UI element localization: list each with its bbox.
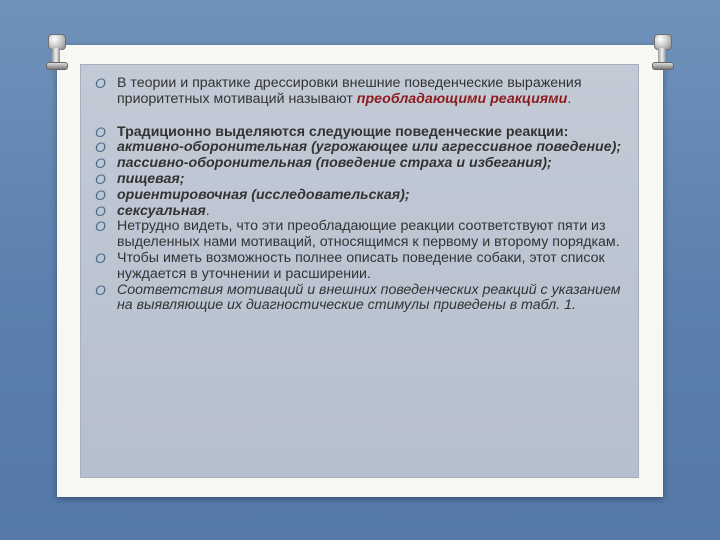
bullet-marker-icon: O: [95, 75, 106, 91]
list-item: [95, 283, 635, 315]
item-text: сексуальная: [117, 202, 206, 219]
item-tail: .: [567, 90, 572, 107]
list-item: [95, 251, 635, 283]
bullet-marker-icon: O: [95, 170, 106, 187]
bullet-list: [95, 76, 635, 314]
item-text: пассивно-оборонительная (поведение страха и избегания);: [117, 155, 552, 172]
pushpin-icon-left: [46, 34, 66, 68]
list-item: [95, 219, 635, 251]
bullet-marker-icon: O: [95, 249, 106, 266]
bullet-marker-icon: O: [95, 202, 106, 219]
bullet-marker-icon: O: [95, 139, 106, 156]
bullet-marker-icon: O: [95, 155, 106, 172]
item-text: Традиционно выделяются следующие поведенческие реакции:: [117, 123, 569, 140]
list-item: [95, 172, 635, 188]
bullet-marker-icon: O: [95, 218, 106, 235]
item-text: Соответствия мотиваций и внешних поведенческих реакций с указанием на выявляющие их диагностические стимулы приведены в табл. 1.: [117, 281, 621, 314]
item-text: Нетрудно видеть, что эти преобладающие реакции соответствуют пяти из выделенных нами мотиваций, относящимся к первому и второму порядкам.: [117, 218, 620, 251]
item-text: пищевая;: [117, 170, 185, 187]
list-item: [95, 76, 635, 108]
list-item: [95, 156, 635, 172]
item-emphasis: преобладающими реакциями: [356, 90, 568, 107]
list-item: [95, 125, 635, 141]
list-item: [95, 188, 635, 204]
bullet-marker-icon: O: [95, 123, 106, 140]
item-text: ориентировочная (исследовательская);: [117, 186, 410, 203]
bullet-marker-icon: O: [95, 186, 106, 203]
item-text: Чтобы иметь возможность полнее описать поведение собаки, этот список нуждается в уточнении и расширении.: [117, 249, 605, 282]
list-item: [95, 204, 635, 220]
list-item: [95, 140, 635, 156]
pushpin-icon-right: [652, 34, 672, 68]
item-text: активно-оборонительная (угрожающее или агрессивное поведение);: [117, 139, 622, 156]
item-tail: .: [205, 202, 210, 219]
bullet-marker-icon: O: [95, 281, 106, 298]
item-text: В теории и практике дрессировки внешние поведенческие выражения приоритетных мотиваций называют: [117, 75, 582, 107]
